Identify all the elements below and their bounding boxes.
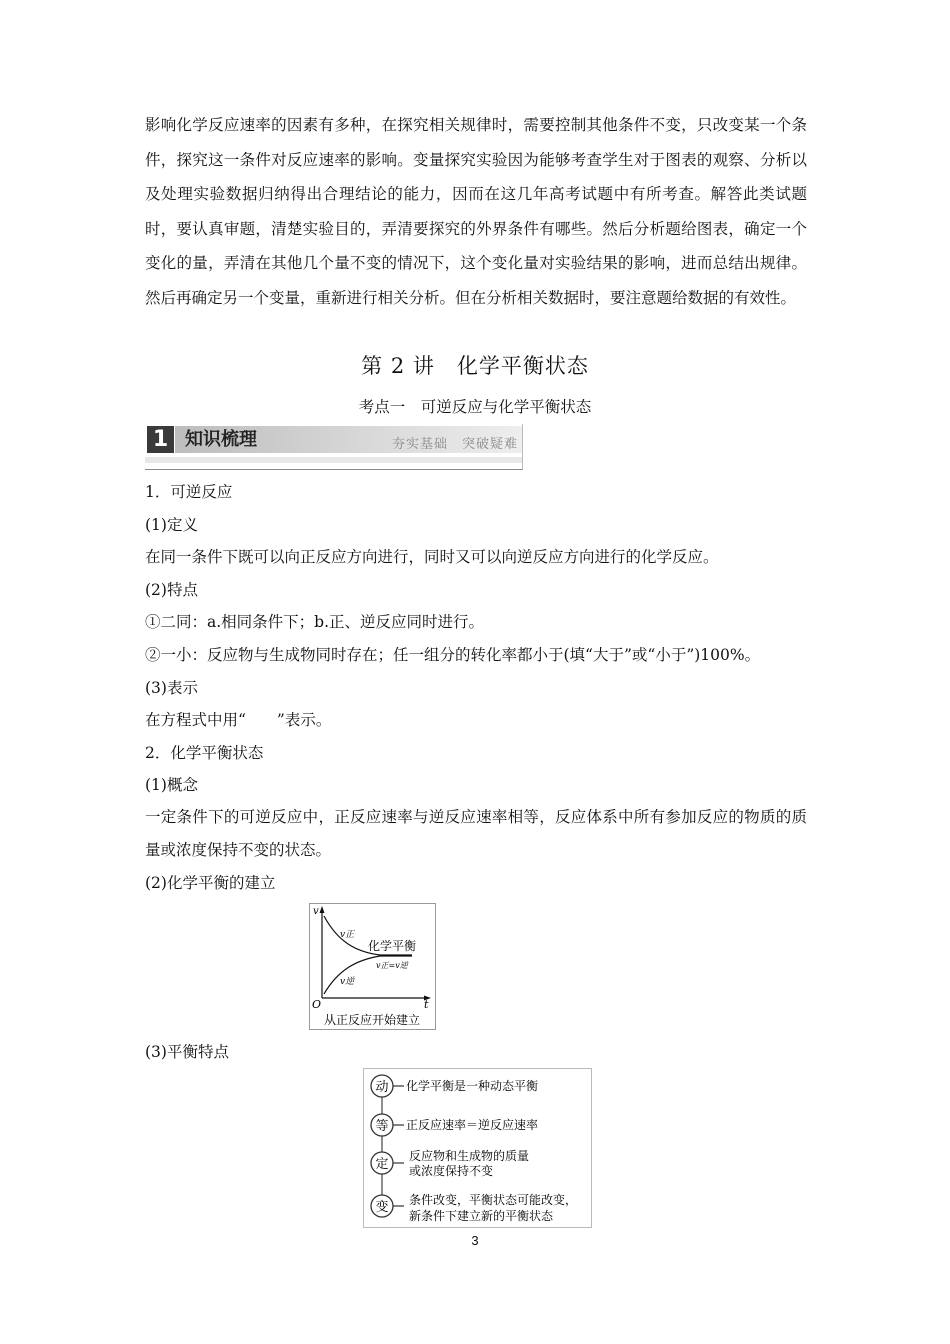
banner-number: 1 <box>147 426 174 453</box>
equilibrium-label: 化学平衡 <box>368 939 417 953</box>
feature-text-equal: 正反应速率＝逆反应速率 <box>406 1118 539 1132</box>
subheading-features-of-equilibrium: (3)平衡特点 <box>145 1043 229 1061</box>
feature-key-fixed: 定 <box>375 1157 389 1172</box>
lecture-title: 第 2 讲 化学平衡状态 <box>361 354 589 378</box>
feature-key-change: 变 <box>375 1200 389 1215</box>
rate-time-figure <box>309 903 436 1030</box>
intro-paragraph: 影响化学反应速率的因素有多种，在探究相关规律时，需要控制其他条件不变，只改变某一个条件，探究这一条件对反应速率的影响。变量探究实验因为能够考查学生对于图表的观察、分析以及处理实验数据归纳得出合理结论的能力，因而在这几年高考试题中有所考查。解答此类试题时，要认真审题，清楚实验目的，弄清要探究的外界条件有哪些。然后分析题给图表，确定一个变化的量，弄清在其他几个量不变的情况下，这个变化量对实验结果的影响，进而总结出规律。然后再确定另一个变量，重新进行相关分析。但在分析相关数据时，要注意题给数据的有效性。 <box>145 116 807 307</box>
subheading-features: (2)特点 <box>145 581 198 599</box>
equilibrium-features-figure <box>363 1068 592 1228</box>
feature-text-fixed-line1: 反应物和生成物的质量 <box>409 1149 530 1163</box>
section-title: 考点一 可逆反应与化学平衡状态 <box>358 398 592 416</box>
page-number: 3 <box>471 1233 479 1248</box>
forward-rate-label: v正 <box>340 930 355 940</box>
feature-text-change-line1: 条件改变，平衡状态可能改变， <box>409 1193 578 1207</box>
subheading-representation: (3)表示 <box>145 679 198 697</box>
equal-rate-label: v正=v逆 <box>376 961 408 970</box>
features-diagram <box>364 1069 591 1227</box>
feature-key-dynamic: 动 <box>375 1080 389 1095</box>
figure-caption: 从正反应开始建立 <box>323 1013 421 1027</box>
y-axis-label: v <box>313 906 319 917</box>
concept-text: 一定条件下的可逆反应中，正反应速率与逆反应速率相等，反应体系中所有参加反应的物质的质量或浓度保持不变的状态。 <box>145 808 807 859</box>
feature-text-fixed-line2: 或浓度保持不变 <box>409 1164 494 1178</box>
feature-two: ②一小：反应物与生成物同时存在；任一组分的转化率都小于(填“大于”或“小于”)100%。 <box>145 646 761 664</box>
subheading-definition: (1)定义 <box>145 516 198 534</box>
banner-label: 知识梳理 <box>185 429 257 450</box>
representation-text: 在方程式中用“ ”表示。 <box>145 711 332 729</box>
definition-text: 在同一条件下既可以向正反应方向进行，同时又可以向逆反应方向进行的化学反应。 <box>145 548 719 566</box>
origin-label: O <box>312 998 322 1011</box>
y-axis-arrow <box>320 906 325 913</box>
feature-one: ①二同：a.相同条件下；b.正、逆反应同时进行。 <box>145 613 485 631</box>
banner-tagline: 夯实基础 突破疑难 <box>391 437 518 452</box>
heading-reversible-reaction: 1．可逆反应 <box>145 483 233 501</box>
rate-time-graph <box>310 904 435 1029</box>
reverse-rate-label: v逆 <box>340 977 355 987</box>
heading-equilibrium-state: 2．化学平衡状态 <box>145 744 264 762</box>
feature-text-dynamic: 化学平衡是一种动态平衡 <box>406 1079 539 1093</box>
subheading-establishment: (2)化学平衡的建立 <box>145 874 276 892</box>
feature-text-change-line2: 新条件下建立新的平衡状态 <box>409 1209 554 1223</box>
x-axis-label: t <box>424 998 429 1011</box>
knowledge-banner <box>145 424 523 470</box>
banner-strip <box>145 457 522 463</box>
subheading-concept: (1)概念 <box>145 776 198 794</box>
feature-key-equal: 等 <box>375 1119 389 1134</box>
